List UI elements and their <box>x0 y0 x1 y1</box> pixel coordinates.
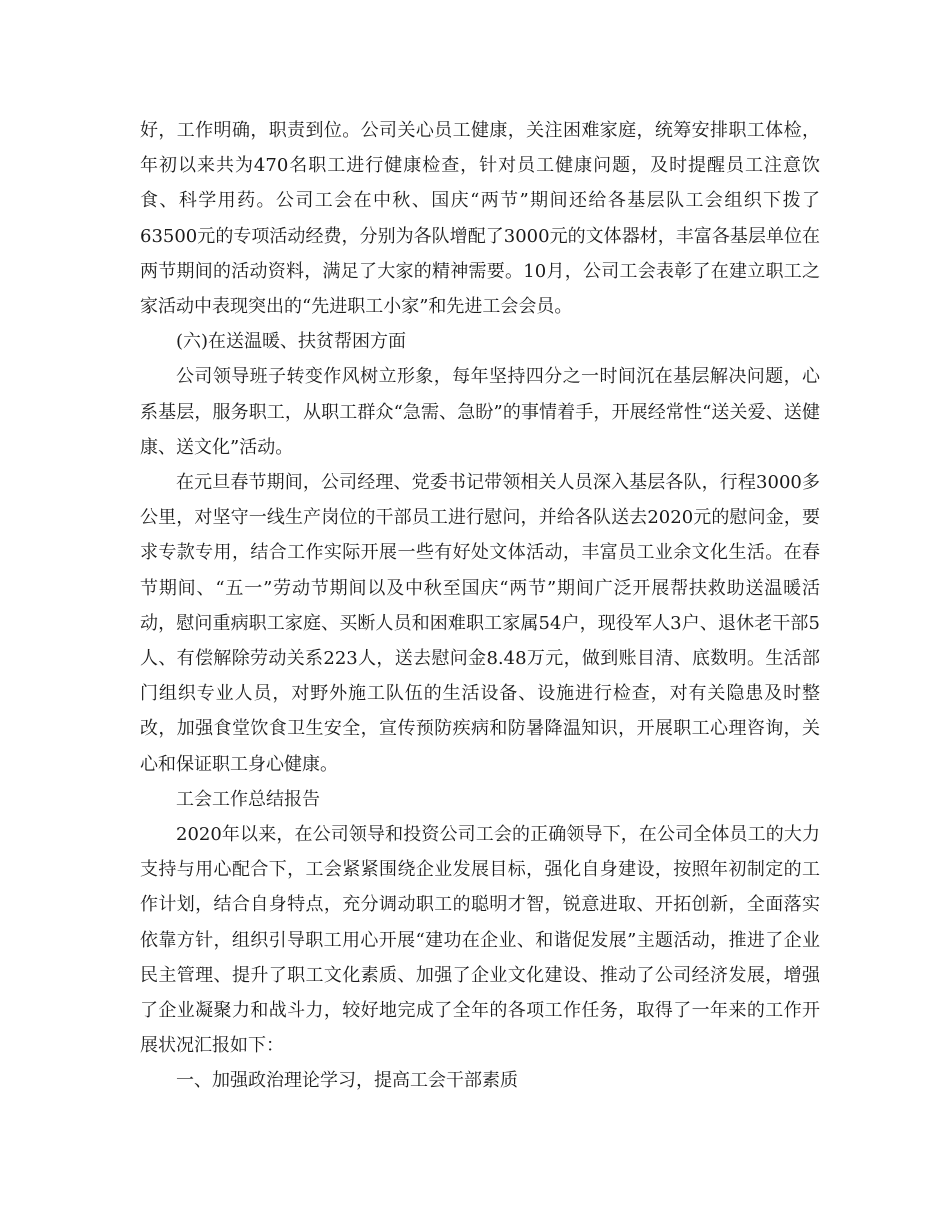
report-title: 工会工作总结报告 <box>176 788 320 810</box>
paragraph-spring-festival-visits: 在元旦春节期间，公司经理、党委书记带领相关人员深入基层各队，行程3000多公里，对坚守一线生产岗位的干部员工进行慰问，并给各队送去2020元的慰问金，要求专款专用，结合工作实际开展一些有好处文体活动，丰富员工业余文化生活。在春节期间、“五一”劳动节期间以及中秋至国庆“两节”期间广泛开展帮扶救助送温暖活动，慰问重病职工家庭、买断人员和困难职工家属54户，现役军人3户、退休老干部5人、有偿解除劳动关系223人，送去慰问金8.48万元，做到账目清、底数明。生活部门组织专业人员，对野外施工队伍的生活设备、设施进行检查，对有关隐患及时整改，加强食堂饮食卫生安全，宣传预防疾病和防暑降温知识，开展职工心理咨询，关心和保证职工身心健康。 <box>140 472 820 775</box>
paragraph-leadership-style: 公司领导班子转变作风树立形象，每年坚持四分之一时间沉在基层解决问题，心系基层，服务职工，从职工群众“急需、急盼”的事情着手，开展经常性“送关爱、送健康、送文化”活动。 <box>140 366 820 458</box>
section-heading-political-study: 一、加强政治理论学习，提高工会干部素质 <box>176 1070 518 1092</box>
document-body <box>140 113 820 1099</box>
paragraph-report-intro: 2020年以来，在公司领导和投资公司工会的正确领导下，在公司全体员工的大力支持与用心配合下，工会紧紧围绕企业发展目标，强化自身建设，按照年初制定的工作计划，结合自身特点，充分调动职工的聪明才智，锐意进取、开拓创新，全面落实依靠方针，组织引导职工用心开展“建功在企业、和谐促发展”主题活动，推进了企业民主管理、提升了职工文化素质、加强了企业文化建设、推动了公司经济发展，增强了企业凝聚力和战斗力，较好地完成了全年的各项工作任务，取得了一年来的工作开展状况汇报如下： <box>140 824 820 1057</box>
section-heading-warmth-poverty: (六)在送温暖、扶贫帮困方面 <box>176 331 407 353</box>
paragraph-health-activities: 好，工作明确，职责到位。公司关心员工健康，关注困难家庭，统筹安排职工体检，年初以来共为470名职工进行健康检查，针对员工健康问题，及时提醒员工注意饮食、科学用药。公司工会在中秋、国庆“两节”期间还给各基层队工会组织下拨了63500元的专项活动经费，分别为各队增配了3000元的文体器材，丰富各基层单位在两节期间的活动资料，满足了大家的精神需要。10月，公司工会表彰了在建立职工之家活动中表现突出的“先进职工小家”和先进工会会员。 <box>140 120 820 318</box>
